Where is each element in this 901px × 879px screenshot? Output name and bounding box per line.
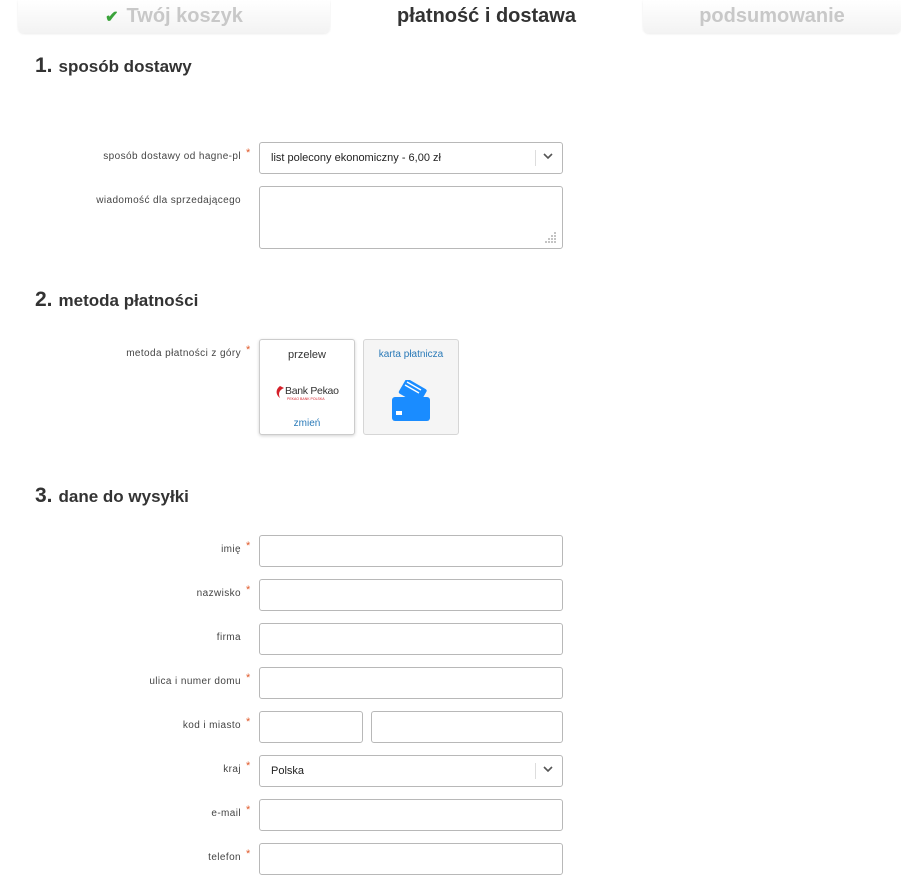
chevron-down-icon (541, 762, 555, 776)
country-label: kraj (223, 764, 241, 775)
select-divider (535, 763, 536, 779)
check-icon: ✔ (105, 8, 119, 26)
phone-input[interactable] (259, 843, 563, 875)
pekao-bank-name: Bank Pekao (285, 385, 339, 397)
credit-card-icon (391, 380, 431, 422)
section-address-heading (35, 484, 189, 508)
section-title: metoda płatności (58, 291, 199, 310)
tab-cart[interactable] (18, 0, 330, 33)
section-shipping-heading (35, 54, 192, 78)
shipping-method-select[interactable] (259, 142, 563, 174)
required-mark: * (246, 848, 251, 860)
company-input[interactable] (259, 623, 563, 655)
shipping-method-value: list polecony ekonomiczny - 6,00 zł (271, 152, 441, 164)
tab-summary-label: podsumowanie (699, 5, 845, 27)
zip-code-input[interactable] (259, 711, 363, 743)
city-input[interactable] (371, 711, 563, 743)
tab-summary (643, 0, 901, 33)
required-mark: * (246, 147, 251, 159)
tab-payment-shipping (331, 0, 642, 33)
payment-option-card[interactable] (363, 339, 459, 435)
payment-option-title: karta płatnicza (378, 349, 444, 360)
required-mark: * (246, 540, 251, 552)
first-name-input[interactable] (259, 535, 563, 567)
pekao-bank-subtitle: PEKAO BANK POLSKA (287, 397, 325, 401)
tab-payment-shipping-label: płatność i dostawa (397, 5, 576, 27)
select-divider (535, 150, 536, 166)
phone-label: telefon (208, 852, 241, 863)
first-name-label: imię (221, 544, 241, 555)
section-number: 1. (35, 54, 53, 77)
seller-message-label: wiadomość dla sprzedającego (96, 195, 241, 206)
email-label: e-mail (211, 808, 241, 819)
chevron-down-icon (541, 149, 555, 163)
country-select[interactable] (259, 755, 563, 787)
section-payment-heading (35, 288, 198, 312)
required-mark: * (246, 344, 251, 356)
required-mark: * (246, 716, 251, 728)
email-input[interactable] (259, 799, 563, 831)
seller-message-textarea[interactable] (259, 186, 563, 249)
change-bank-link[interactable]: zmień (293, 418, 321, 429)
pekao-logo-icon (274, 385, 344, 405)
shipping-method-label: sposób dostawy od hagne-pl (103, 151, 241, 162)
required-mark: * (246, 760, 251, 772)
section-title: dane do wysyłki (58, 487, 189, 506)
required-mark: * (246, 804, 251, 816)
section-title: sposób dostawy (58, 57, 192, 76)
street-input[interactable] (259, 667, 563, 699)
last-name-input[interactable] (259, 579, 563, 611)
last-name-label: nazwisko (196, 588, 241, 599)
checkout-steps (0, 0, 901, 34)
zip-city-label: kod i miasto (182, 720, 241, 731)
required-mark: * (246, 672, 251, 684)
section-number: 2. (35, 288, 53, 311)
payment-option-title: przelew (288, 349, 326, 361)
required-mark: * (246, 584, 251, 596)
street-label: ulica i numer domu (149, 676, 241, 687)
payment-option-transfer[interactable] (259, 339, 355, 435)
section-number: 3. (35, 484, 53, 507)
company-label: firma (216, 632, 241, 643)
tab-cart-label: Twój koszyk (126, 5, 243, 27)
resize-handle-icon[interactable] (545, 231, 557, 243)
country-value: Polska (271, 765, 305, 777)
payment-method-label: metoda płatności z góry (126, 348, 241, 359)
